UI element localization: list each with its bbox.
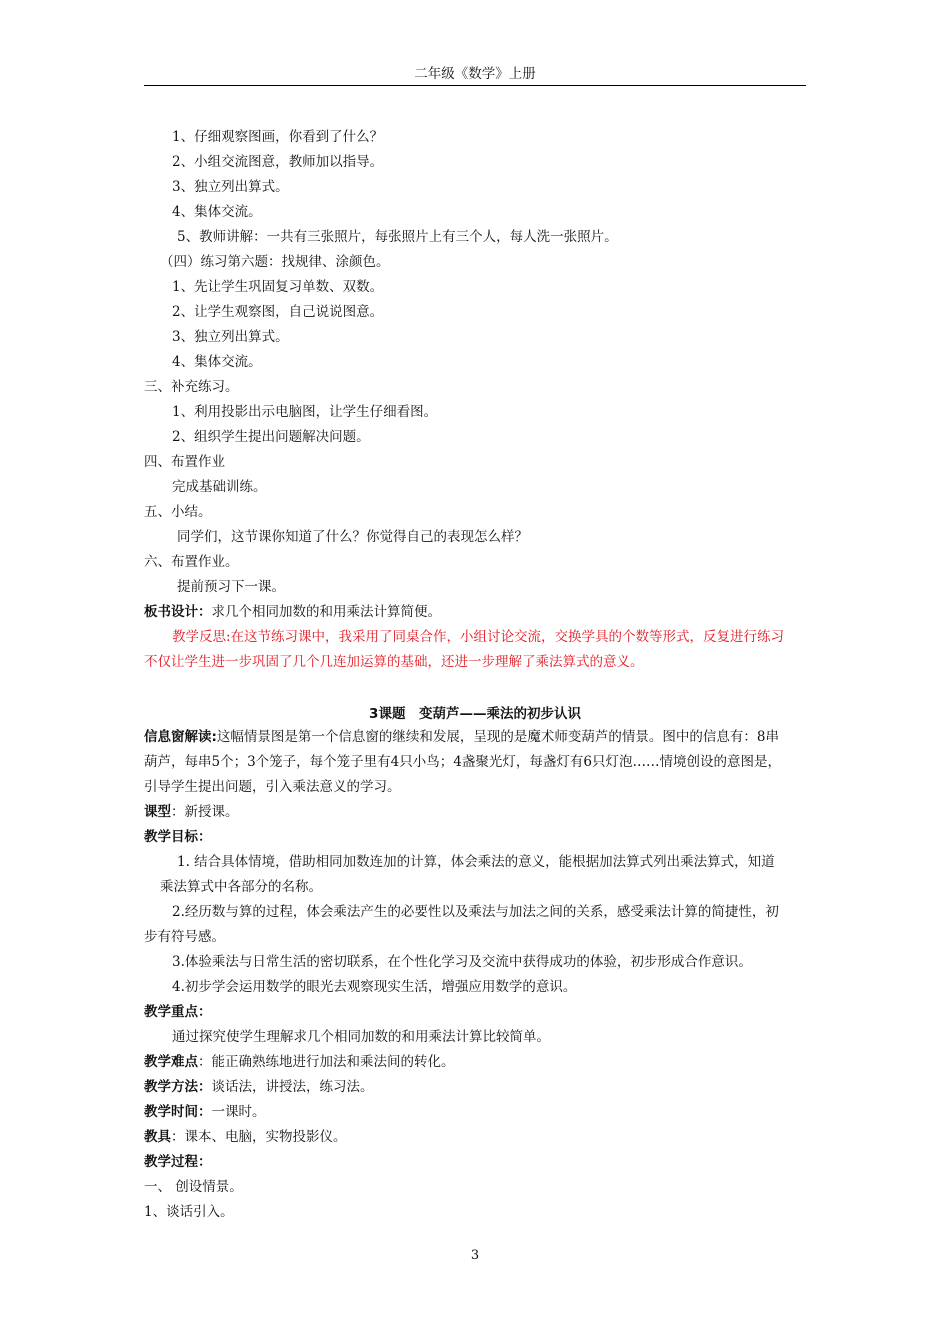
goal-item: 乘法算式中各部分的名称。: [160, 879, 322, 895]
paragraph: 提前预习下一课。: [177, 579, 285, 595]
tools-label: 教具: [144, 1129, 171, 1145]
lesson-type: [144, 802, 239, 822]
method: [144, 1077, 374, 1097]
difficulty-text: ：能正确熟练地进行加法和乘法间的转化。: [198, 1054, 455, 1070]
list-item: 2、让学生观察图，自己说说图意。: [172, 304, 384, 320]
goal-item: 1. 结合具体情境，借助相同加数连加的计算，体会乘法的意义，能根据加法算式列出乘法算式，知道: [177, 854, 775, 870]
list-item: 1、利用投影出示电脑图，让学生仔细看图。: [172, 404, 438, 420]
info-text-1: 这幅情景图是第一个信息窗的继续和发展，呈现的是魔术师变葫芦的情景。图中的信息有：8串: [216, 729, 779, 745]
section-heading: 四、布置作业: [144, 454, 225, 470]
goal-item: 步有符号感。: [144, 929, 225, 945]
difficulty: [144, 1052, 455, 1072]
board-text: 求几个相同加数的和用乘法计算简便。: [211, 604, 441, 620]
teaching-time: [144, 1102, 266, 1122]
section-heading: 三、补充练习。: [144, 379, 239, 395]
difficulty-label: 教学难点: [144, 1054, 198, 1070]
section-heading: （四）练习第六题：找规律、涂颜色。: [160, 254, 390, 270]
info-line-2: 葫芦，每串5个；3个笼子，每个笼子里有4只小鸟；4盏聚光灯，每盏灯有6只灯泡……情境创设的意图是，: [144, 754, 781, 770]
tools-text: ：课本、电脑，实物投影仪。: [171, 1129, 347, 1145]
list-item: 1、仔细观察图画，你看到了什么？: [172, 129, 384, 145]
board-label: 板书设计：: [144, 604, 212, 620]
section-heading: 五、小结。: [144, 504, 212, 520]
list-item: 5、教师讲解：一共有三张照片，每张照片上有三个人，每人洗一张照片。: [177, 229, 618, 245]
list-item: 2、组织学生提出问题解决问题。: [172, 429, 370, 445]
process-substep: 1、谈话引入。: [144, 1204, 234, 1220]
goal-item: 3.体验乘法与日常生活的密切联系，在个性化学习及交流中获得成功的体验，初步形成合作意识。: [172, 954, 752, 970]
lesson-type-label: 课型: [144, 804, 171, 820]
tools: [144, 1127, 347, 1147]
time-label: 教学时间：: [144, 1104, 212, 1120]
key-point-label: 教学重点：: [144, 1004, 212, 1020]
process-step: 一、 创设情景。: [144, 1179, 243, 1195]
method-text: 谈话法，讲授法，练习法。: [211, 1079, 374, 1095]
lesson-title: 3课题 变葫芦——乘法的初步认识: [369, 706, 581, 722]
paragraph: 同学们，这节课你知道了什么？你觉得自己的表现怎么样？: [177, 529, 528, 545]
info-line-3: 引导学生提出问题，引入乘法意义的学习。: [144, 779, 401, 795]
process-label: 教学过程：: [144, 1154, 212, 1170]
board-design: [144, 602, 441, 622]
goal-item: 2.经历数与算的过程，体会乘法产生的必要性以及乘法与加法之间的关系，感受乘法计算的简捷性，初: [172, 904, 779, 920]
goals-label: 教学目标：: [144, 829, 212, 845]
page-header: 二年级《数学》上册: [144, 64, 806, 86]
info-label: 信息窗解读:: [144, 729, 217, 745]
paragraph: 完成基础训练。: [172, 479, 267, 495]
info-line-1: [144, 727, 779, 747]
list-item: 3、独立列出算式。: [172, 329, 289, 345]
list-item: 3、独立列出算式。: [172, 179, 289, 195]
page-number: 3: [470, 1248, 480, 1263]
key-point-text: 通过探究使学生理解求几个相同加数的和用乘法计算比较简单。: [172, 1029, 550, 1045]
reflection-line-2: 不仅让学生进一步巩固了几个几连加运算的基础，还进一步理解了乘法算式的意义。: [144, 654, 644, 670]
reflection-line-1: 教学反思:在这节练习课中，我采用了同桌合作，小组讨论交流，交换学具的个数等形式，反复进行练习: [172, 629, 785, 645]
method-label: 教学方法：: [144, 1079, 212, 1095]
section-heading: 六、布置作业。: [144, 554, 239, 570]
lesson-type-text: ：新授课。: [171, 804, 239, 820]
list-item: 2、小组交流图意，教师加以指导。: [172, 154, 384, 170]
list-item: 4、集体交流。: [172, 354, 262, 370]
list-item: 1、先让学生巩固复习单数、双数。: [172, 279, 384, 295]
list-item: 4、集体交流。: [172, 204, 262, 220]
time-text: 一课时。: [211, 1104, 266, 1120]
goal-item: 4.初步学会运用数学的眼光去观察现实生活，增强应用数学的意识。: [172, 979, 577, 995]
